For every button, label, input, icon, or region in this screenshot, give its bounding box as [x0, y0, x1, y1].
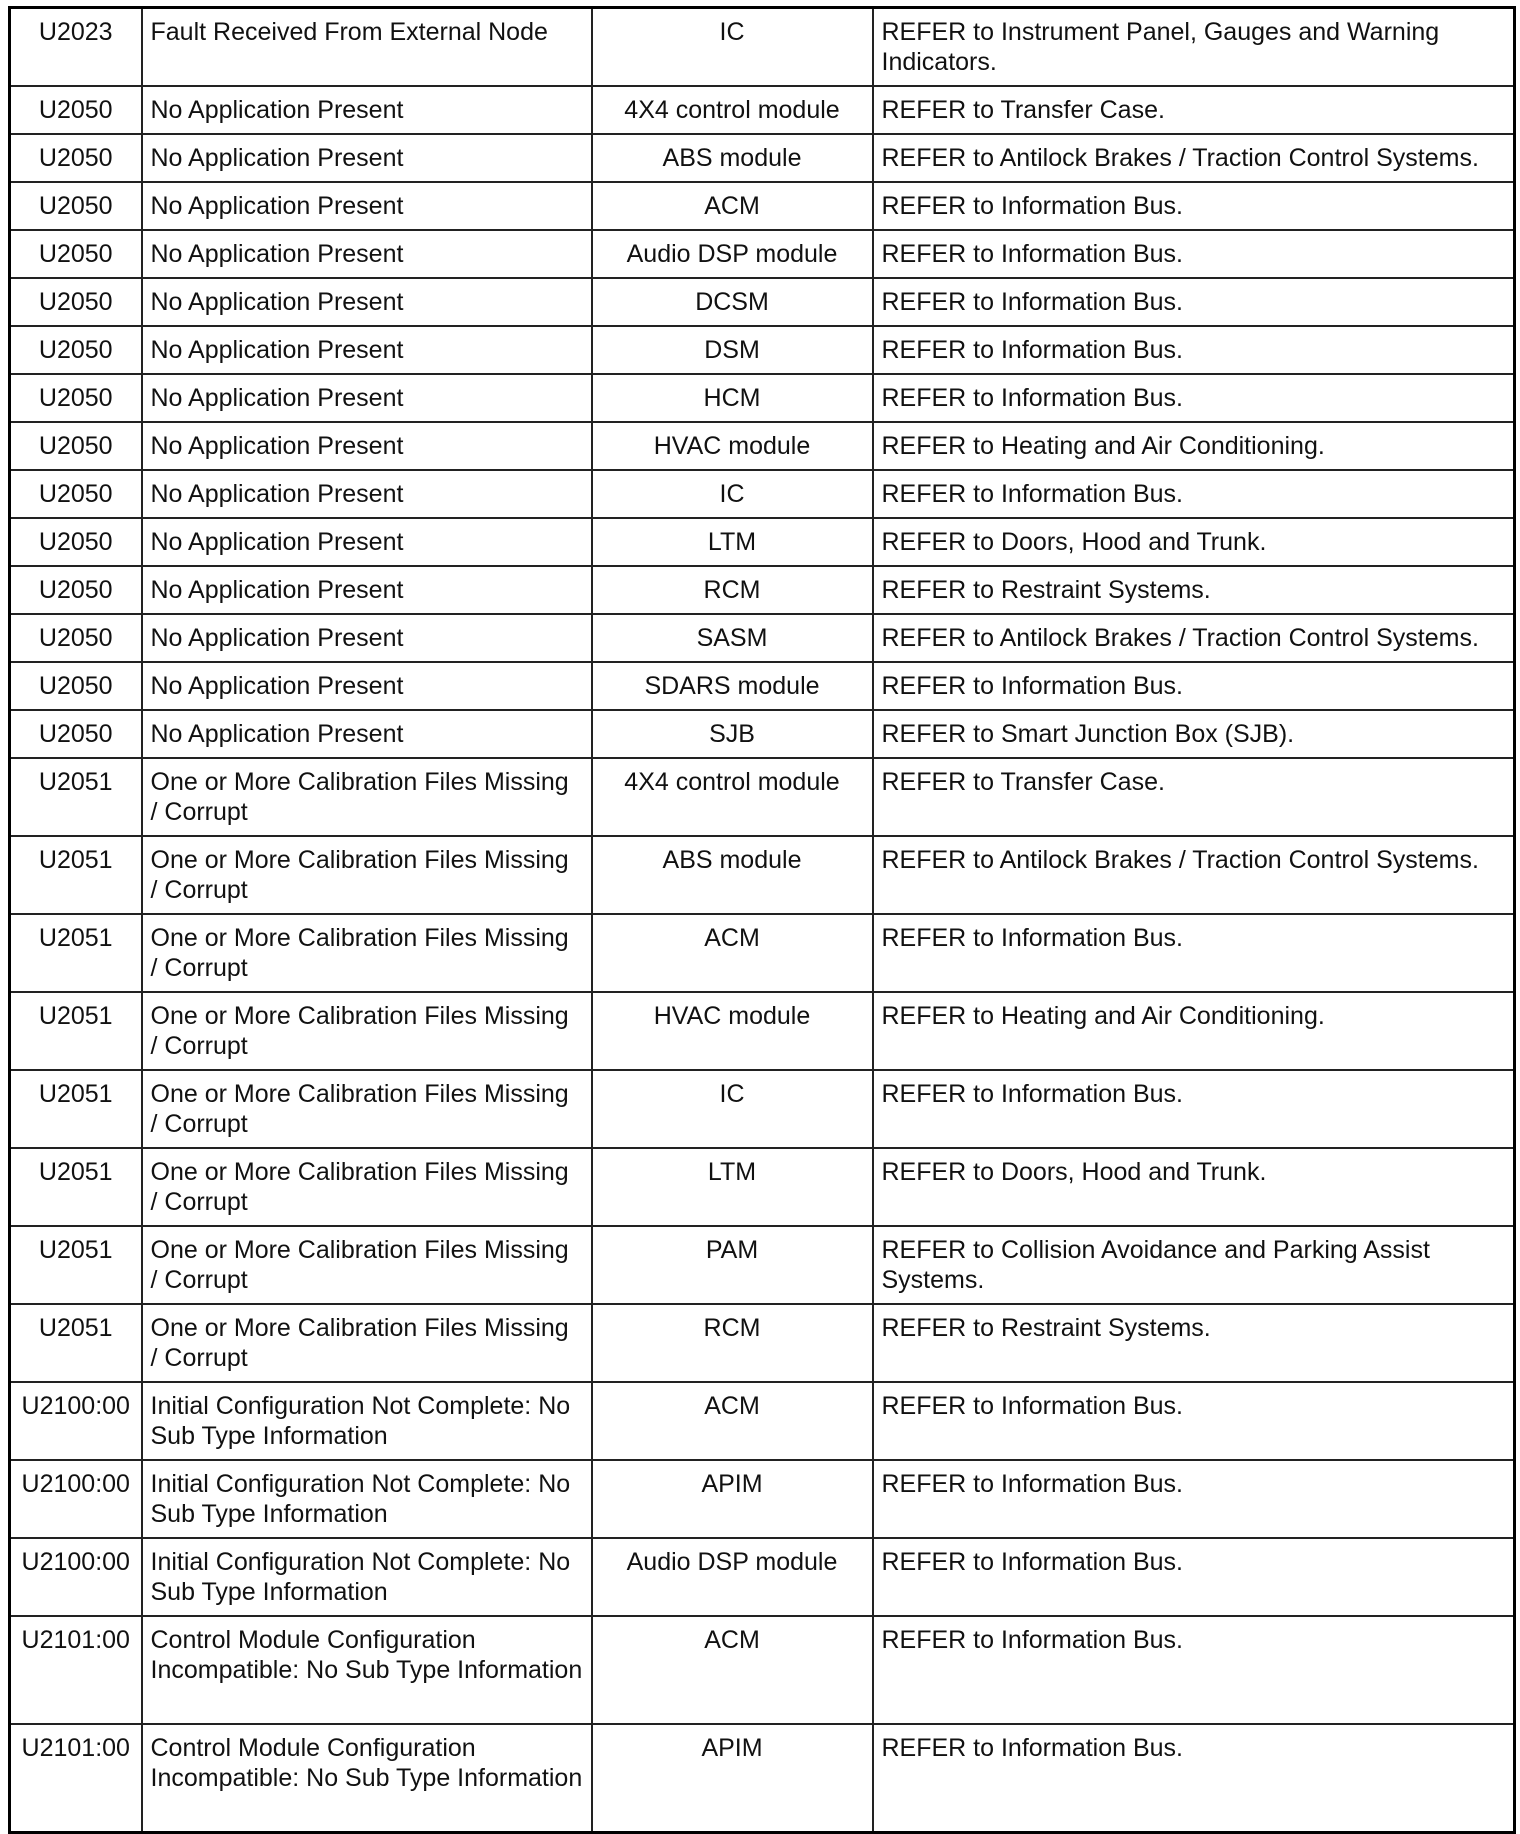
- module-cell: APIM: [592, 1460, 873, 1538]
- module-cell: HVAC module: [592, 422, 873, 470]
- dtc-code-cell: U2050: [10, 230, 142, 278]
- table-row: [10, 1724, 1515, 1832]
- dtc-code-cell: U2051: [10, 1226, 142, 1304]
- table-row: [10, 326, 1515, 374]
- module-cell: SASM: [592, 614, 873, 662]
- table-row: [10, 1070, 1515, 1148]
- action-cell: REFER to Transfer Case.: [873, 86, 1515, 134]
- dtc-code-cell: U2050: [10, 86, 142, 134]
- dtc-code-cell: U2100:00: [10, 1460, 142, 1538]
- dtc-description-cell: No Application Present: [142, 230, 592, 278]
- table-row: [10, 422, 1515, 470]
- dtc-description-cell: No Application Present: [142, 182, 592, 230]
- module-cell: ACM: [592, 1616, 873, 1724]
- module-cell: SJB: [592, 710, 873, 758]
- dtc-description-cell: Fault Received From External Node: [142, 8, 592, 87]
- table-row: [10, 914, 1515, 992]
- dtc-description-cell: One or More Calibration Files Missing / Corrupt: [142, 1226, 592, 1304]
- dtc-code-cell: U2050: [10, 374, 142, 422]
- dtc-description-cell: One or More Calibration Files Missing / Corrupt: [142, 914, 592, 992]
- action-cell: REFER to Instrument Panel, Gauges and Warning Indicators.: [873, 8, 1515, 87]
- action-cell: REFER to Doors, Hood and Trunk.: [873, 518, 1515, 566]
- dtc-code-cell: U2051: [10, 914, 142, 992]
- module-cell: Audio DSP module: [592, 230, 873, 278]
- action-cell: REFER to Information Bus.: [873, 182, 1515, 230]
- action-cell: REFER to Antilock Brakes / Traction Control Systems.: [873, 614, 1515, 662]
- module-cell: IC: [592, 8, 873, 87]
- action-cell: REFER to Restraint Systems.: [873, 1304, 1515, 1382]
- module-cell: RCM: [592, 1304, 873, 1382]
- dtc-description-cell: One or More Calibration Files Missing / Corrupt: [142, 758, 592, 836]
- dtc-description-cell: No Application Present: [142, 86, 592, 134]
- dtc-code-cell: U2101:00: [10, 1616, 142, 1724]
- module-cell: IC: [592, 470, 873, 518]
- action-cell: REFER to Information Bus.: [873, 1538, 1515, 1616]
- dtc-code-cell: U2050: [10, 326, 142, 374]
- dtc-description-cell: No Application Present: [142, 710, 592, 758]
- dtc-description-cell: Initial Configuration Not Complete: No Sub Type Information: [142, 1538, 592, 1616]
- dtc-table: [8, 6, 1516, 1834]
- dtc-code-cell: U2023: [10, 8, 142, 87]
- action-cell: REFER to Information Bus.: [873, 1724, 1515, 1832]
- dtc-code-cell: U2050: [10, 470, 142, 518]
- dtc-code-cell: U2050: [10, 662, 142, 710]
- table-row: [10, 1226, 1515, 1304]
- module-cell: HCM: [592, 374, 873, 422]
- action-cell: REFER to Restraint Systems.: [873, 566, 1515, 614]
- action-cell: REFER to Information Bus.: [873, 470, 1515, 518]
- action-cell: REFER to Information Bus.: [873, 1070, 1515, 1148]
- action-cell: REFER to Information Bus.: [873, 1616, 1515, 1724]
- dtc-code-cell: U2051: [10, 1148, 142, 1226]
- action-cell: REFER to Heating and Air Conditioning.: [873, 422, 1515, 470]
- module-cell: HVAC module: [592, 992, 873, 1070]
- table-row: [10, 134, 1515, 182]
- table-row: [10, 566, 1515, 614]
- dtc-description-cell: No Application Present: [142, 422, 592, 470]
- dtc-code-cell: U2050: [10, 182, 142, 230]
- dtc-description-cell: No Application Present: [142, 614, 592, 662]
- dtc-code-cell: U2051: [10, 992, 142, 1070]
- action-cell: REFER to Collision Avoidance and Parking Assist Systems.: [873, 1226, 1515, 1304]
- dtc-code-cell: U2050: [10, 134, 142, 182]
- dtc-description-cell: No Application Present: [142, 518, 592, 566]
- action-cell: REFER to Smart Junction Box (SJB).: [873, 710, 1515, 758]
- module-cell: 4X4 control module: [592, 86, 873, 134]
- dtc-table-page: [8, 6, 1513, 1834]
- dtc-code-cell: U2100:00: [10, 1382, 142, 1460]
- dtc-description-cell: No Application Present: [142, 134, 592, 182]
- action-cell: REFER to Heating and Air Conditioning.: [873, 992, 1515, 1070]
- dtc-code-cell: U2050: [10, 518, 142, 566]
- module-cell: Audio DSP module: [592, 1538, 873, 1616]
- action-cell: REFER to Antilock Brakes / Traction Control Systems.: [873, 134, 1515, 182]
- table-row: [10, 614, 1515, 662]
- table-row: [10, 470, 1515, 518]
- dtc-description-cell: One or More Calibration Files Missing / Corrupt: [142, 992, 592, 1070]
- action-cell: REFER to Information Bus.: [873, 230, 1515, 278]
- table-row: [10, 662, 1515, 710]
- action-cell: REFER to Transfer Case.: [873, 758, 1515, 836]
- module-cell: ACM: [592, 914, 873, 992]
- table-row: [10, 1304, 1515, 1382]
- table-row: [10, 836, 1515, 914]
- module-cell: IC: [592, 1070, 873, 1148]
- action-cell: REFER to Information Bus.: [873, 1460, 1515, 1538]
- table-row: [10, 86, 1515, 134]
- table-row: [10, 278, 1515, 326]
- action-cell: REFER to Antilock Brakes / Traction Control Systems.: [873, 836, 1515, 914]
- dtc-description-cell: Initial Configuration Not Complete: No Sub Type Information: [142, 1460, 592, 1538]
- module-cell: APIM: [592, 1724, 873, 1832]
- action-cell: REFER to Doors, Hood and Trunk.: [873, 1148, 1515, 1226]
- module-cell: ABS module: [592, 134, 873, 182]
- action-cell: REFER to Information Bus.: [873, 662, 1515, 710]
- dtc-table-body: [10, 8, 1515, 1833]
- table-row: [10, 1382, 1515, 1460]
- table-row: [10, 992, 1515, 1070]
- dtc-code-cell: U2100:00: [10, 1538, 142, 1616]
- table-row: [10, 710, 1515, 758]
- dtc-code-cell: U2051: [10, 758, 142, 836]
- action-cell: REFER to Information Bus.: [873, 278, 1515, 326]
- table-row: [10, 518, 1515, 566]
- table-row: [10, 374, 1515, 422]
- dtc-code-cell: U2051: [10, 836, 142, 914]
- dtc-description-cell: One or More Calibration Files Missing / Corrupt: [142, 1070, 592, 1148]
- dtc-code-cell: U2050: [10, 278, 142, 326]
- module-cell: 4X4 control module: [592, 758, 873, 836]
- action-cell: REFER to Information Bus.: [873, 1382, 1515, 1460]
- dtc-description-cell: One or More Calibration Files Missing / Corrupt: [142, 1304, 592, 1382]
- dtc-description-cell: No Application Present: [142, 374, 592, 422]
- module-cell: RCM: [592, 566, 873, 614]
- dtc-description-cell: No Application Present: [142, 566, 592, 614]
- dtc-code-cell: U2050: [10, 566, 142, 614]
- module-cell: ACM: [592, 182, 873, 230]
- dtc-description-cell: One or More Calibration Files Missing / Corrupt: [142, 836, 592, 914]
- dtc-code-cell: U2101:00: [10, 1724, 142, 1832]
- action-cell: REFER to Information Bus.: [873, 374, 1515, 422]
- table-row: [10, 1460, 1515, 1538]
- dtc-code-cell: U2050: [10, 614, 142, 662]
- table-row: [10, 1538, 1515, 1616]
- module-cell: DSM: [592, 326, 873, 374]
- table-row: [10, 230, 1515, 278]
- module-cell: SDARS module: [592, 662, 873, 710]
- table-row: [10, 8, 1515, 87]
- module-cell: LTM: [592, 1148, 873, 1226]
- table-row: [10, 182, 1515, 230]
- table-row: [10, 1616, 1515, 1724]
- module-cell: PAM: [592, 1226, 873, 1304]
- dtc-code-cell: U2051: [10, 1304, 142, 1382]
- dtc-description-cell: Initial Configuration Not Complete: No Sub Type Information: [142, 1382, 592, 1460]
- table-row: [10, 1148, 1515, 1226]
- dtc-description-cell: No Application Present: [142, 470, 592, 518]
- module-cell: ACM: [592, 1382, 873, 1460]
- action-cell: REFER to Information Bus.: [873, 914, 1515, 992]
- module-cell: LTM: [592, 518, 873, 566]
- dtc-code-cell: U2051: [10, 1070, 142, 1148]
- dtc-description-cell: No Application Present: [142, 662, 592, 710]
- dtc-description-cell: Control Module Configuration Incompatible: No Sub Type Information: [142, 1724, 592, 1832]
- dtc-code-cell: U2050: [10, 710, 142, 758]
- module-cell: DCSM: [592, 278, 873, 326]
- dtc-description-cell: Control Module Configuration Incompatible: No Sub Type Information: [142, 1616, 592, 1724]
- table-row: [10, 758, 1515, 836]
- dtc-description-cell: No Application Present: [142, 326, 592, 374]
- dtc-code-cell: U2050: [10, 422, 142, 470]
- action-cell: REFER to Information Bus.: [873, 326, 1515, 374]
- module-cell: ABS module: [592, 836, 873, 914]
- dtc-description-cell: No Application Present: [142, 278, 592, 326]
- dtc-description-cell: One or More Calibration Files Missing / Corrupt: [142, 1148, 592, 1226]
